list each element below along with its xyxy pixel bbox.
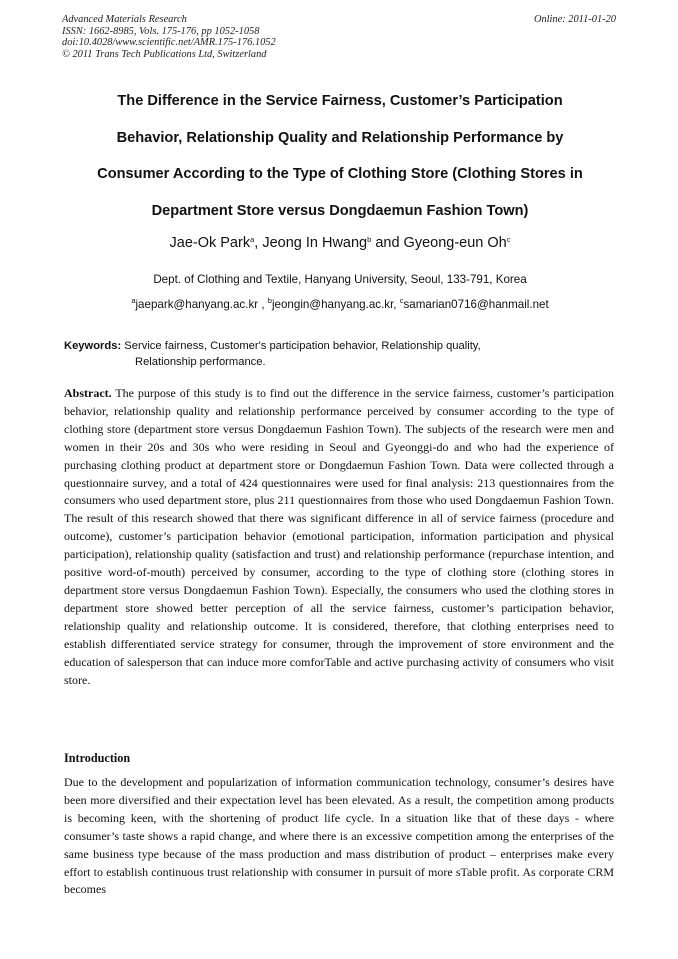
- email-mark: a: [131, 296, 136, 305]
- abstract-paragraph: [64, 385, 614, 689]
- title-line: The Difference in the Service Fairness, Customer’s Participation: [117, 93, 563, 109]
- journal-name: Advanced Materials Research: [62, 14, 187, 25]
- email-mark: b: [267, 296, 272, 305]
- abstract-label: Abstract.: [64, 386, 112, 400]
- author-affil-mark: c: [506, 235, 511, 244]
- author-name: Gyeong-eun Oh: [403, 235, 507, 251]
- title-line: Department Store versus Dongdaemun Fashion Town): [151, 203, 529, 220]
- doi-line: doi:10.4028/www.scientific.net/AMR.175-176.1052: [62, 37, 276, 49]
- author-list: [40, 235, 640, 251]
- author-separator: ,: [254, 235, 263, 251]
- email-address: jaepark@hanyang.ac.kr ,: [135, 298, 268, 311]
- author-affil-mark: a: [250, 235, 255, 244]
- keywords-text-continued: Relationship performance.: [135, 356, 266, 368]
- email-address: jeongin@hanyang.ac.kr,: [271, 298, 400, 311]
- email-address: samarian0716@hanmail.net: [403, 298, 549, 311]
- affiliation: Dept. of Clothing and Textile, Hanyang University, Seoul, 133-791, Korea: [153, 273, 527, 286]
- introduction-paragraph: Due to the development and popularization of information communication technology, consumer’s desires have been more diversified and their expectation level has been elevated. As a result, the competition among products is becoming keen, with the shortening of product life cycle. In a situation like that of these days - where consumer’s taste shows a rapid change, and where there is an excessive competition among the enterprises of the same business type because of the mass production and mass distribution of product – enterprises make every effort to establish continuous trust relationship with consumer in pursuit of more sTable profit. As corporate CRM becomes: [64, 775, 614, 897]
- section-heading-introduction: Introduction: [64, 751, 131, 765]
- author-affil-mark: b: [367, 235, 372, 244]
- paper-title: [40, 83, 640, 230]
- author-name: Jeong In Hwang: [262, 235, 368, 251]
- issn-line: ISSN: 1662-8985, Vols. 175-176, pp 1052-1058: [62, 25, 260, 37]
- author-emails: [40, 298, 640, 311]
- copyright-line: © 2011 Trans Tech Publications Ltd, Switzerland: [62, 48, 267, 60]
- author-name: Jae-Ok Park: [169, 235, 251, 251]
- keywords-block: [64, 338, 624, 370]
- email-mark: c: [399, 296, 404, 305]
- running-header: [62, 14, 616, 60]
- keywords-label: Keywords:: [64, 340, 122, 352]
- author-separator: and: [371, 235, 404, 251]
- keywords-text: Service fairness, Customer's participation behavior, Relationship quality,: [121, 340, 481, 352]
- title-line: Behavior, Relationship Quality and Relationship Performance by: [116, 129, 564, 146]
- abstract-text: The purpose of this study is to find out the difference in the service fairness, customer’s participation behavior, relationship quality and relationship performance perceived by consumer according to the type of clothing store (department store versus Dongdaemun Fashion Town). The subjects of the research were men and women in their 20s and 30s who were residing in Seoul and Gyeonggi-do and who had the experience of purchasing clothing product at department store or Dongdaemun Fashion Town. Data were collected through a questionnaire survey, and a total of 424 questionnaires were used for final analysis: 213 questionnaires from the consumers who used department store, plus 211 questionnaires from those who used Dongdaemun Fashion Town. The result of this research showed that there was significant difference in all of service fairness (procedure and outcome), customer’s participation behavior (emotional participation, information participation and physical participation), relationship quality (satisfaction and trust) and relationship performance (repurchase intention, and positive word-of-mouth) perceived by consumer, according to the type of clothing store (clothing stores in department store versus Dongdaemun Fashion Town). Especially, the consumers who used the clothing stores in department store showed better perception of all the service fairness, customer’s participation behavior, relationship quality and relationship outcome. It is considered, therefore, that clothing enterprises need to establish differentiated service strategy for consumer, through the improvement of store environment and the education of salesperson that can induce more comforTable and active purchasing activity of consumers who visit store.: [64, 386, 614, 687]
- online-date: Online: 2011-01-20: [533, 14, 616, 25]
- title-line: Consumer According to the Type of Clothing Store (Clothing Stores in: [97, 166, 583, 183]
